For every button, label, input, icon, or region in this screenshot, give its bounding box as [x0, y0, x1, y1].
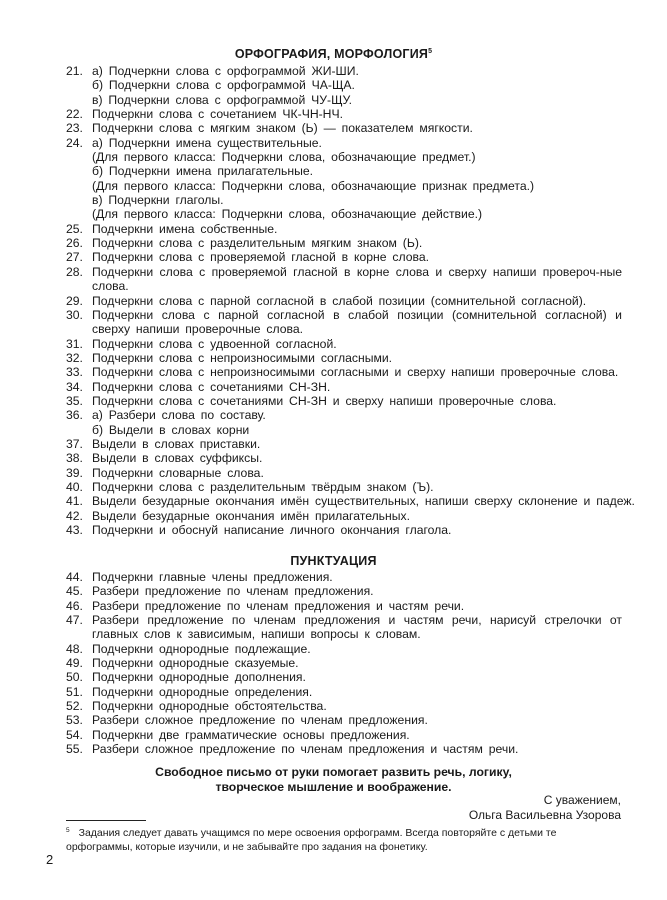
- task-text: Подчеркни однородные сказуемые.: [92, 656, 299, 671]
- task-item: [66, 308, 622, 337]
- task-item: [66, 107, 622, 121]
- task-text: Подчеркни слова с сочетанием ЧК-ЧН-НЧ.: [92, 107, 343, 122]
- task-item: [66, 365, 622, 379]
- footnote-marker: 5: [66, 827, 70, 834]
- task-item: [66, 222, 622, 236]
- task-text: Подчеркни однородные обстоятельства.: [92, 699, 327, 714]
- task-item: [66, 728, 622, 742]
- task-item: [66, 351, 622, 365]
- task-text: Подчеркни слова с проверяемой гласной в корне слова и сверху напиши провероч-ные слова.: [92, 264, 622, 294]
- task-number: 24.: [66, 135, 83, 150]
- task-number: 39.: [66, 465, 83, 480]
- task-number: 22.: [66, 107, 83, 122]
- task-item: [66, 699, 622, 713]
- task-text: (Для первого класса: Подчеркни слова, обозначающие предмет.): [92, 150, 476, 165]
- footnote-ref: 5: [428, 48, 433, 55]
- task-number: 53.: [66, 713, 83, 728]
- task-item: [66, 451, 622, 465]
- task-item: [66, 584, 622, 598]
- task-text: Подчеркни слова с разделительным твёрдым знаком (Ъ).: [92, 479, 434, 494]
- task-text: Подчеркни слова с непроизносимыми согласными и сверху напиши проверочные слова.: [92, 365, 619, 380]
- task-number: 26.: [66, 236, 83, 251]
- task-number: 30.: [66, 307, 83, 322]
- task-item: [66, 337, 622, 351]
- task-item: [66, 121, 622, 135]
- task-item: [66, 207, 622, 221]
- task-number: 21.: [66, 64, 83, 78]
- task-number: 42.: [66, 508, 83, 523]
- task-number: 35.: [66, 393, 83, 408]
- task-item: [66, 713, 622, 727]
- task-item: [66, 179, 622, 193]
- task-text: Подчеркни однородные дополнения.: [92, 670, 306, 685]
- task-number: 43.: [66, 523, 83, 537]
- task-number: 48.: [66, 641, 83, 656]
- task-text: Разбери сложное предложение по членам предложения.: [92, 713, 428, 728]
- task-item: [66, 380, 622, 394]
- task-item: [66, 78, 622, 92]
- task-text: Подчеркни слова с парной согласной в слабой позиции (сомнительной согласной).: [92, 293, 587, 308]
- task-number: 47.: [66, 613, 83, 628]
- task-item: [66, 294, 622, 308]
- page-number: 2: [46, 852, 54, 867]
- punctuation-task-list: [66, 570, 622, 756]
- task-text: а) Подчеркни имена существительные.: [92, 135, 322, 150]
- task-item: [66, 480, 622, 494]
- task-text: (Для первого класса: Подчеркни слова, обозначающие действие.): [92, 207, 483, 222]
- task-item: [66, 466, 622, 480]
- task-text: Разбери предложение по членам предложения и частям речи, нарисуй стрелочки от главных слов к зависимым, напиши вопросы к словам.: [92, 613, 622, 642]
- task-number: 45.: [66, 584, 83, 599]
- task-number: 33.: [66, 365, 83, 380]
- task-item: [66, 642, 622, 656]
- task-item: [66, 437, 622, 451]
- task-number: 25.: [66, 221, 83, 236]
- task-item: [66, 64, 622, 78]
- task-text: б) Подчеркни слова с орфограммой ЧА-ЩА.: [92, 78, 355, 93]
- task-item: [66, 250, 622, 264]
- task-number: 37.: [66, 436, 83, 451]
- task-text: Подчеркни слова с парной согласной в слабой позиции (сомнительной согласной) и сверху напиши проверочные слова.: [92, 307, 622, 337]
- task-number: 27.: [66, 250, 83, 265]
- task-item: [66, 685, 622, 699]
- task-number: 34.: [66, 379, 83, 394]
- task-item: [66, 93, 622, 107]
- task-number: 36.: [66, 408, 83, 423]
- task-text: а) Разбери слова по составу.: [92, 408, 266, 423]
- closing-line-2: творческое мышление и воображение.: [215, 780, 452, 794]
- task-number: 55.: [66, 742, 83, 757]
- section-heading-punctuation: ПУНКТУАЦИЯ: [290, 554, 377, 568]
- task-text: Подчеркни и обоснуй написание личного окончания глагола.: [92, 523, 452, 537]
- task-number: 50.: [66, 670, 83, 685]
- task-text: Подчеркни имена собственные.: [92, 221, 278, 236]
- task-text: Подчеркни слова с проверяемой гласной в корне слова.: [92, 250, 430, 265]
- task-item: [66, 150, 622, 164]
- section-heading-orthography: [0, 47, 667, 61]
- task-text: в) Подчеркни глаголы.: [92, 193, 224, 208]
- signature-author: Ольга Васильевна Узорова: [468, 808, 621, 822]
- task-text: Подчеркни слова с непроизносимыми согласными.: [92, 350, 393, 365]
- task-text: Подчеркни слова с мягким знаком (Ь) — показателем мягкости.: [92, 121, 473, 136]
- signature-regards: С уважением,: [543, 793, 621, 807]
- task-text: Подчеркни слова с разделительным мягким знаком (Ь).: [92, 236, 423, 251]
- task-number: 32.: [66, 350, 83, 365]
- task-item: [66, 236, 622, 250]
- task-item: [66, 742, 622, 756]
- task-text: Подчеркни однородные подлежащие.: [92, 641, 311, 656]
- task-text: Подчеркни главные члены предложения.: [92, 570, 333, 584]
- task-item: [66, 570, 622, 584]
- task-number: 44.: [66, 570, 83, 584]
- task-item: [66, 265, 622, 294]
- task-text: Подчеркни однородные определения.: [92, 684, 313, 699]
- task-item: [66, 136, 622, 150]
- task-item: [66, 164, 622, 178]
- closing-line-1: Свободное письмо от руки помогает развить речь, логику,: [155, 765, 512, 779]
- task-number: 28.: [66, 264, 83, 279]
- task-text: Выдели в словах приставки.: [92, 436, 261, 451]
- task-item: [66, 494, 635, 509]
- task-text: Выдели безударные окончания имён прилагательных.: [92, 508, 410, 523]
- task-text: Разбери предложение по членам предложения.: [92, 584, 374, 599]
- task-text: а) Подчеркни слова с орфограммой ЖИ-ШИ.: [92, 64, 359, 78]
- task-text: в) Подчеркни слова с орфограммой ЧУ-ЩУ.: [92, 92, 353, 107]
- task-item: [66, 613, 622, 642]
- task-text: Подчеркни две грамматические основы предложения.: [92, 727, 410, 742]
- footnote: [66, 824, 566, 854]
- task-item: [66, 656, 622, 670]
- task-number: 38.: [66, 451, 83, 466]
- task-text: Подчеркни слова с сочетаниями СН-ЗН и сверху напиши проверочные слова.: [92, 393, 557, 408]
- task-text: (Для первого класса: Подчеркни слова, обозначающие признак предмета.): [92, 178, 535, 193]
- task-text: Разбери предложение по членам предложения и частям речи.: [92, 598, 465, 613]
- task-item: [66, 599, 622, 613]
- task-item: [66, 670, 622, 684]
- task-text: Подчеркни слова с сочетаниями СН-ЗН.: [92, 379, 331, 394]
- task-number: 49.: [66, 656, 83, 671]
- task-text: Выдели в словах суффиксы.: [92, 451, 263, 466]
- task-item: [66, 423, 622, 437]
- task-number: 46.: [66, 598, 83, 613]
- task-number: 52.: [66, 699, 83, 714]
- task-item: [66, 394, 622, 408]
- task-text: б) Выдели в словах корни: [92, 422, 250, 437]
- task-text: Выдели безударные окончания имён существительных, напиши сверху склонение и падеж.: [92, 494, 635, 509]
- task-text: Разбери сложное предложение по членам предложения и частям речи.: [92, 742, 519, 757]
- task-item: [66, 193, 622, 207]
- footnote-text: Задания следует давать учащимся по мере освоения орфограмм. Всегда повторяйте с детьми те орфограммы, которые изучили, и не забывайте про задания на фонетику.: [66, 827, 557, 853]
- task-number: 40.: [66, 479, 83, 494]
- task-item: [66, 408, 622, 422]
- task-text: Подчеркни словарные слова.: [92, 465, 264, 480]
- footnote-divider: [66, 820, 146, 821]
- task-number: 29.: [66, 293, 83, 308]
- task-item: [66, 523, 622, 537]
- task-text: б) Подчеркни имена прилагательные.: [92, 164, 314, 179]
- heading-text: ОРФОГРАФИЯ, МОРФОЛОГИЯ: [234, 47, 429, 61]
- task-number: 23.: [66, 121, 83, 136]
- task-number: 41.: [66, 494, 83, 509]
- task-text: Подчеркни слова с удвоенной согласной.: [92, 336, 337, 351]
- task-number: 51.: [66, 684, 83, 699]
- task-item: [66, 509, 622, 523]
- task-number: 54.: [66, 727, 83, 742]
- orthography-task-list: [66, 64, 635, 537]
- task-number: 31.: [66, 336, 83, 351]
